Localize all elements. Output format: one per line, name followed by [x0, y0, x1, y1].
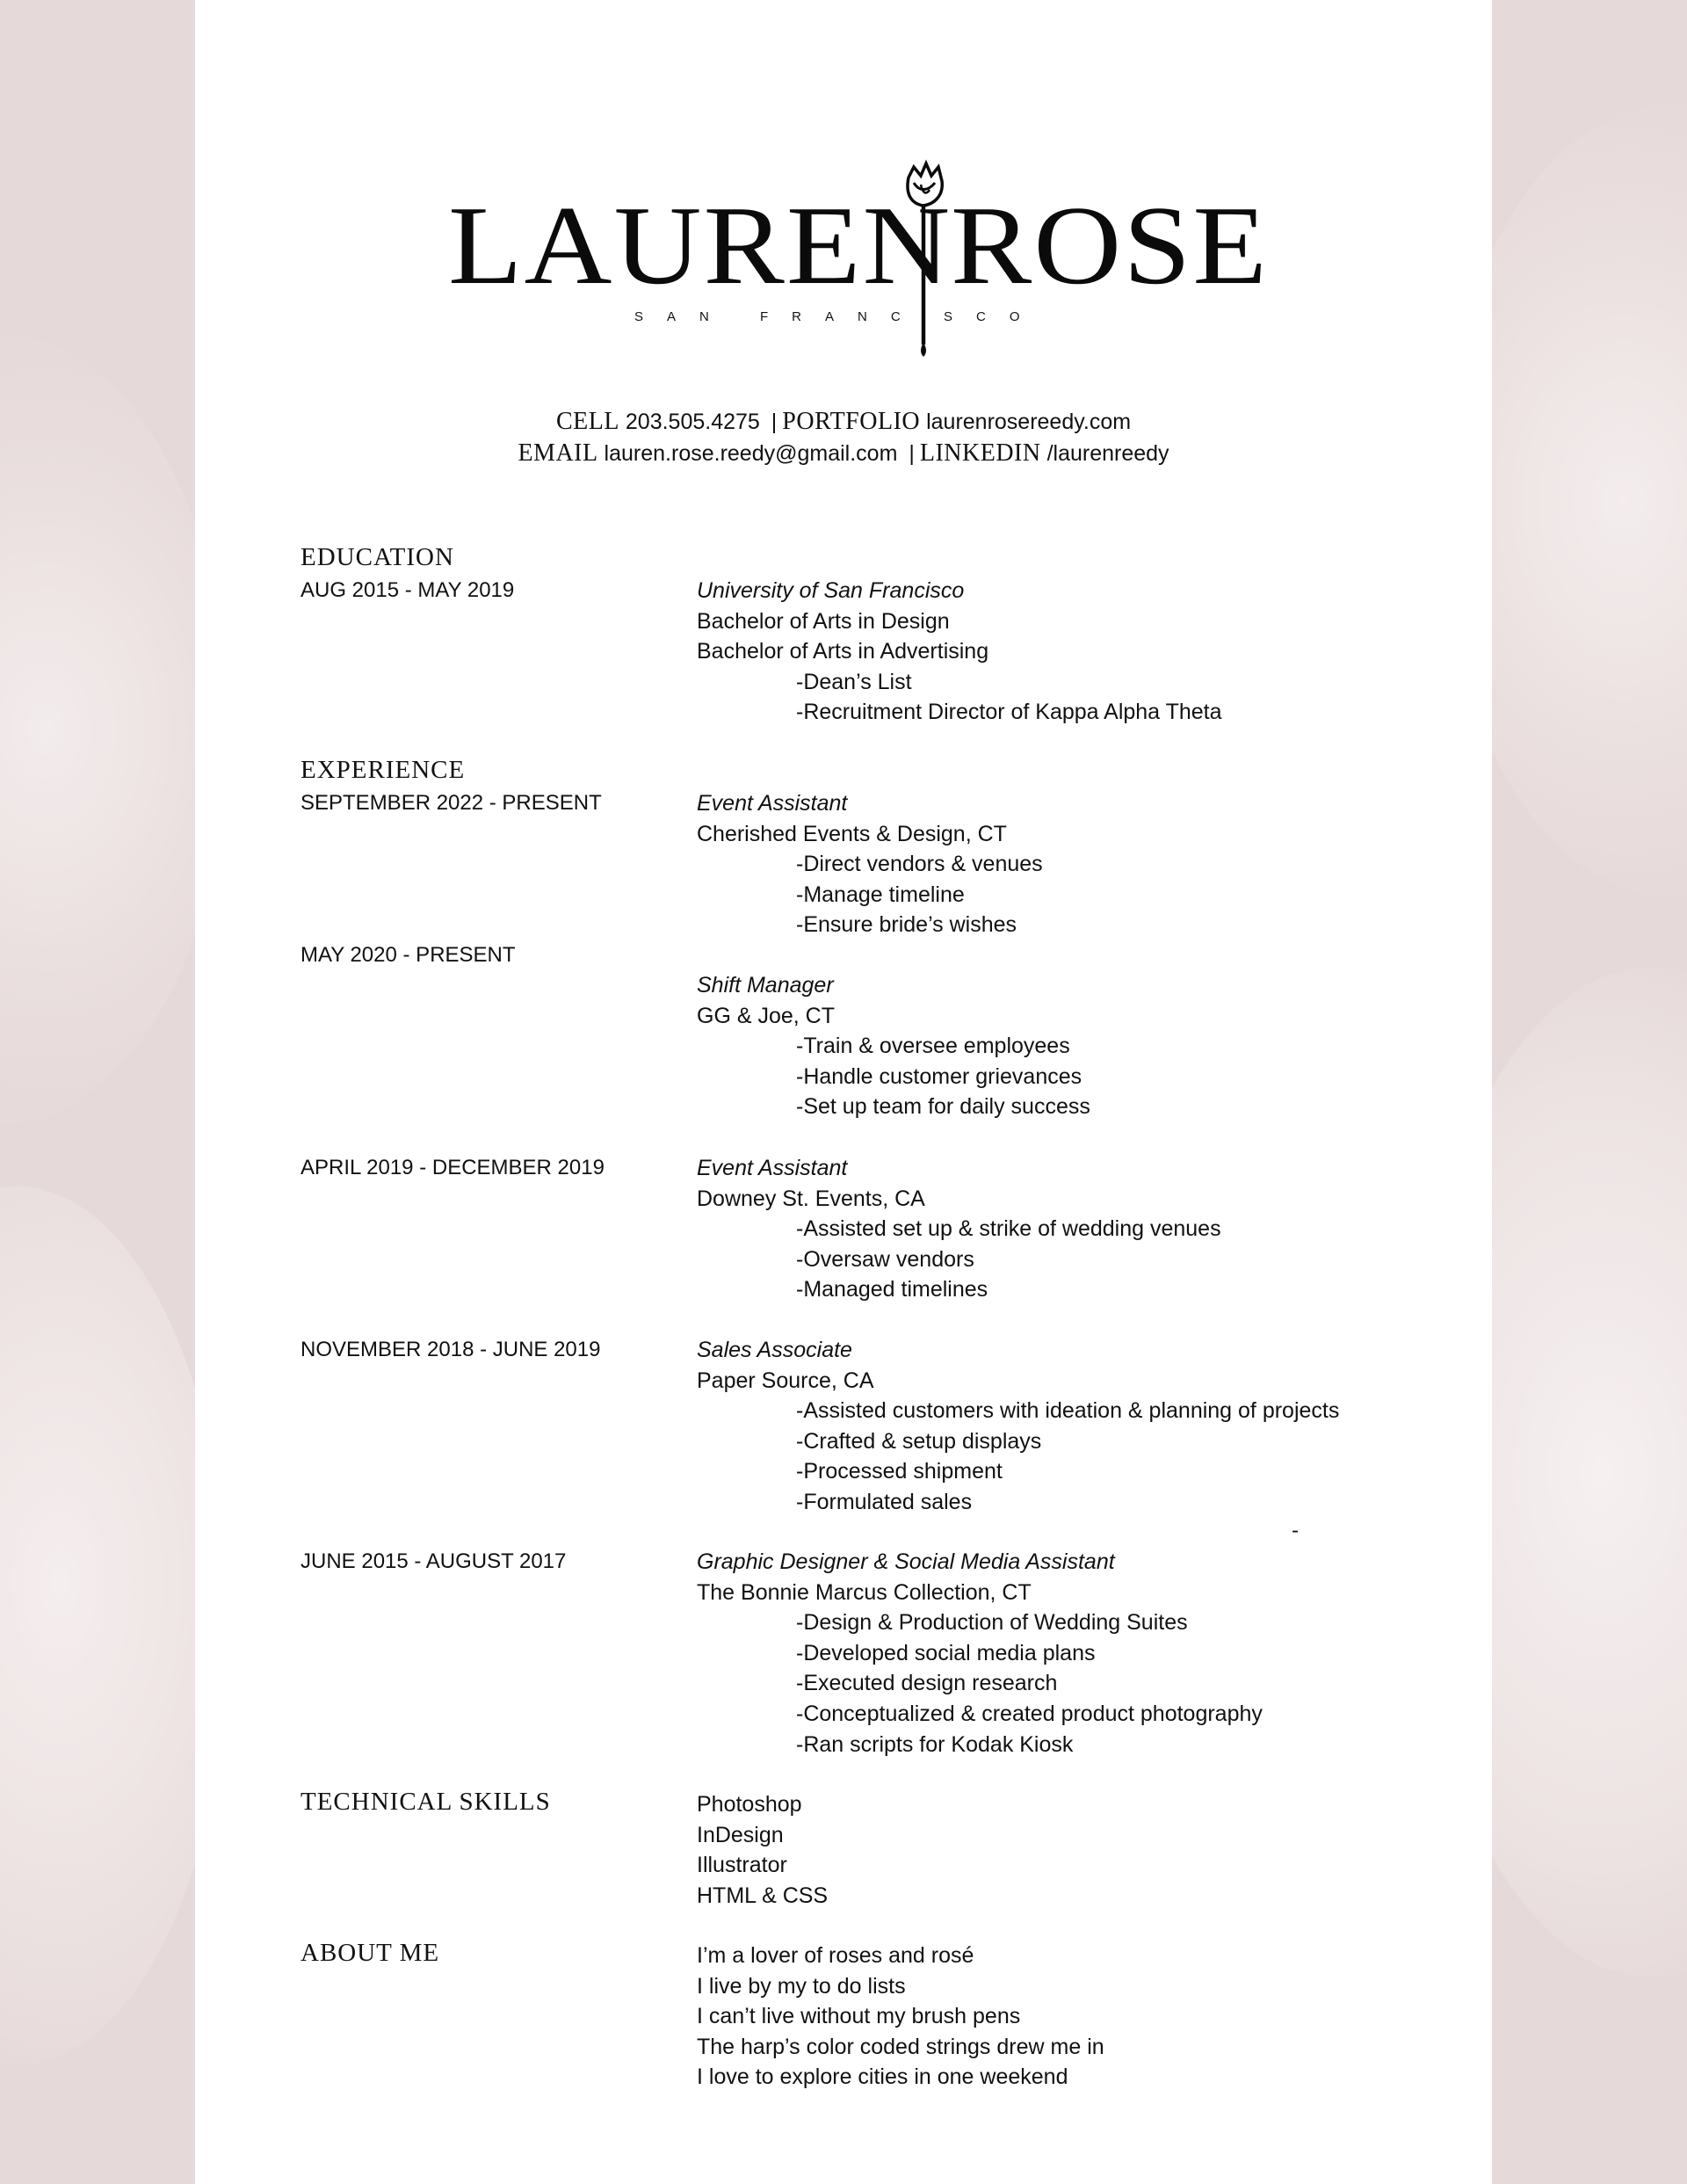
job-bullet: -Direct vendors & venues	[796, 852, 1043, 877]
job-bullet: -Conceptualized & created product photography	[796, 1701, 1263, 1726]
job-company: GG & Joe, CT	[697, 1003, 835, 1028]
skills-heading: TECHNICAL SKILLS	[300, 1788, 551, 1816]
job-bullet: -Assisted set up & strike of wedding venues	[796, 1216, 1221, 1242]
skills-block	[697, 1789, 828, 1911]
job-bullet: -Set up team for daily success	[796, 1094, 1090, 1120]
job-date: MAY 2020 - PRESENT	[300, 943, 516, 967]
about-item: I can’t live without my brush pens	[697, 2004, 1021, 2029]
logo-first-name: LAUREN	[448, 183, 952, 308]
job-title: Shift Manager	[697, 973, 834, 998]
about-item: The harp’s color coded strings drew me in	[697, 2034, 1104, 2059]
job-bullet: -Design & Production of Wedding Suites	[796, 1610, 1188, 1636]
education-heading: EDUCATION	[300, 543, 454, 571]
job-block	[697, 1335, 1339, 1518]
job-block	[697, 1153, 1221, 1305]
portfolio-label: PORTFOLIO	[782, 408, 921, 435]
job-title: Event Assistant	[697, 791, 848, 816]
about-item: I’m a lover of roses and rosé	[697, 1943, 974, 1968]
job-company: Paper Source, CA	[697, 1368, 874, 1393]
degree: Bachelor of Arts in Design	[697, 608, 950, 634]
contact-info	[195, 406, 1492, 469]
logo-location-part1: SAN FRANC	[634, 309, 924, 324]
job-bullet: -Handle customer grievances	[796, 1063, 1082, 1089]
job-block	[697, 788, 1043, 940]
linkedin-link[interactable]: /laurenreedy	[1046, 441, 1169, 466]
separator: |	[909, 441, 915, 466]
job-date: NOVEMBER 2018 - JUNE 2019	[300, 1338, 601, 1361]
job-bullet: -Oversaw vendors	[796, 1246, 974, 1272]
background-petal	[0, 334, 228, 1125]
skill-item: HTML & CSS	[697, 1883, 829, 1908]
job-date: SEPTEMBER 2022 - PRESENT	[300, 791, 602, 815]
job-company: Downey St. Events, CA	[697, 1186, 925, 1211]
job-company: Cherished Events & Design, CT	[697, 821, 1007, 846]
job-title: Event Assistant	[697, 1156, 848, 1180]
job-bullet: -Executed design research	[796, 1671, 1058, 1696]
degree: Bachelor of Arts in Advertising	[697, 639, 989, 664]
education-bullet: -Dean’s List	[796, 669, 912, 694]
job-bullet: -Managed timelines	[796, 1277, 988, 1302]
school-name: University of San Francisco	[697, 578, 965, 603]
email-link[interactable]: lauren.rose.reedy@gmail.com	[604, 441, 898, 466]
cell-label: CELL	[555, 408, 619, 435]
resume-page	[195, 0, 1492, 2184]
job-bullet: -Processed shipment	[796, 1459, 1003, 1484]
cell-value: 203.505.4275	[625, 410, 760, 434]
about-block	[697, 1941, 1104, 2093]
education-date: AUG 2015 - MAY 2019	[300, 578, 515, 602]
rose-icon	[882, 158, 961, 360]
background-petal	[0, 1186, 228, 2065]
job-bullet: -Manage timeline	[796, 882, 965, 907]
contact-line-1	[195, 406, 1492, 438]
logo-last-name: ROSE	[951, 183, 1270, 308]
email-label: EMAIL	[518, 439, 598, 467]
skill-item: InDesign	[697, 1822, 784, 1847]
job-bullet: -Ensure bride’s wishes	[796, 912, 1017, 938]
about-item: I love to explore cities in one weekend	[697, 2064, 1068, 2090]
job-bullet: -Ran scripts for Kodak Kiosk	[796, 1731, 1074, 1757]
experience-heading: EXPERIENCE	[300, 756, 466, 784]
linkedin-label: LINKEDIN	[919, 439, 1041, 467]
job-bullet: -Formulated sales	[796, 1489, 973, 1514]
job-company: The Bonnie Marcus Collection, CT	[697, 1579, 1032, 1605]
skill-item: Photoshop	[697, 1792, 802, 1817]
job-date: APRIL 2019 - DECEMBER 2019	[300, 1156, 605, 1179]
job-block	[697, 1547, 1263, 1760]
job-bullet: -Assisted customers with ideation & planning of projects	[796, 1398, 1340, 1424]
job-date: JUNE 2015 - AUGUST 2017	[300, 1549, 567, 1573]
job-bullet: -Developed social media plans	[796, 1640, 1096, 1665]
logo	[195, 158, 1492, 369]
job-block	[697, 970, 1090, 1122]
job-bullet: -Train & oversee employees	[796, 1034, 1070, 1059]
portfolio-link[interactable]: laurenrosereedy.com	[926, 410, 1132, 434]
education-bullet: -Recruitment Director of Kappa Alpha Theta	[796, 700, 1222, 725]
about-item: I live by my to do lists	[697, 1973, 906, 1999]
contact-line-2	[195, 438, 1492, 469]
skill-item: Illustrator	[697, 1853, 787, 1878]
separator: |	[771, 410, 778, 434]
job-bullet: -Crafted & setup displays	[796, 1428, 1042, 1454]
job-title: Graphic Designer & Social Media Assistant	[697, 1549, 1115, 1574]
about-heading: ABOUT ME	[300, 1939, 440, 1967]
job-title: Sales Associate	[697, 1338, 852, 1362]
education-block	[697, 576, 1222, 728]
logo-location-part2: SCO	[944, 309, 1044, 324]
stray-dash: -	[1292, 1519, 1299, 1542]
